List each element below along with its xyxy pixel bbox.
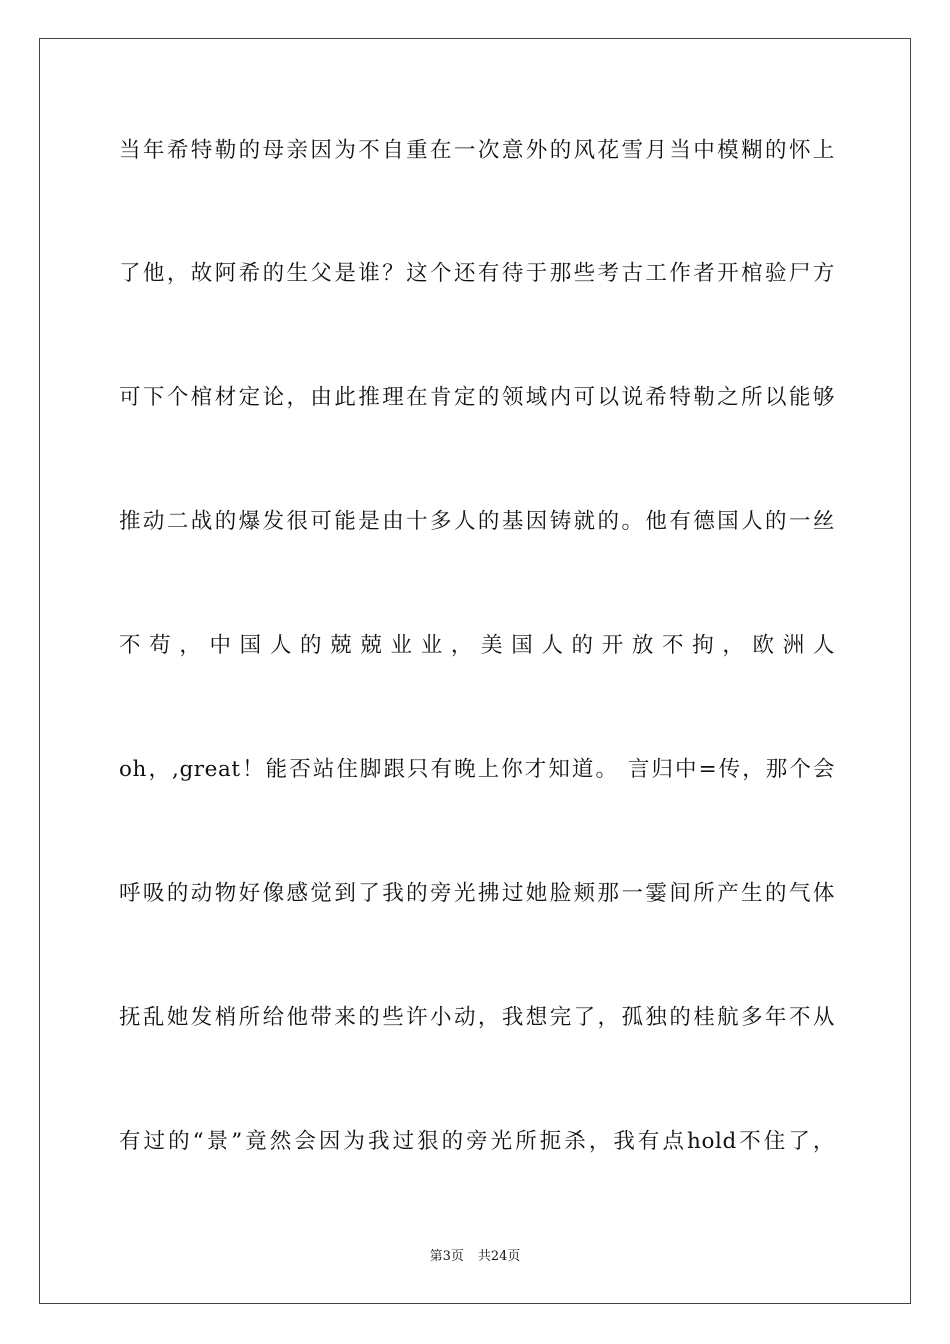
text-line: 可下个棺材定论，由此推理在肯定的领域内可以说希特勒之所以能够 [119,385,835,410]
text-line: 有过的“景”竟然会因为我过狠的旁光所扼杀，我有点hold不住了， [119,1129,835,1154]
page-total: 共24页 [477,1249,521,1264]
text-line: 抚乱她发梢所给他带来的些许小动，我想完了，孤独的桂航多年不从 [119,1005,835,1030]
page-footer [0,1248,950,1266]
page-border [39,38,911,1304]
text-line: 了他，故阿希的生父是谁？这个还有待于那些考古工作者开棺验尸方 [119,261,835,286]
text-line: 呼吸的动物好像感觉到了我的旁光拂过她脸颊那一霎间所产生的气体 [119,881,835,906]
text-line: 不苟，中国人的兢兢业业，美国人的开放不拘，欧洲人 [119,633,835,658]
text-line: 推动二战的爆发很可能是由十多人的基因铸就的。他有德国人的一丝 [119,509,835,534]
text-line: 当年希特勒的母亲因为不自重在一次意外的风花雪月当中模糊的怀上 [119,138,835,163]
page-number: 第3页 [429,1249,464,1264]
text-line: oh，,great！能否站住脚跟只有晚上你才知道。 言归中=传，那个会 [119,757,835,782]
